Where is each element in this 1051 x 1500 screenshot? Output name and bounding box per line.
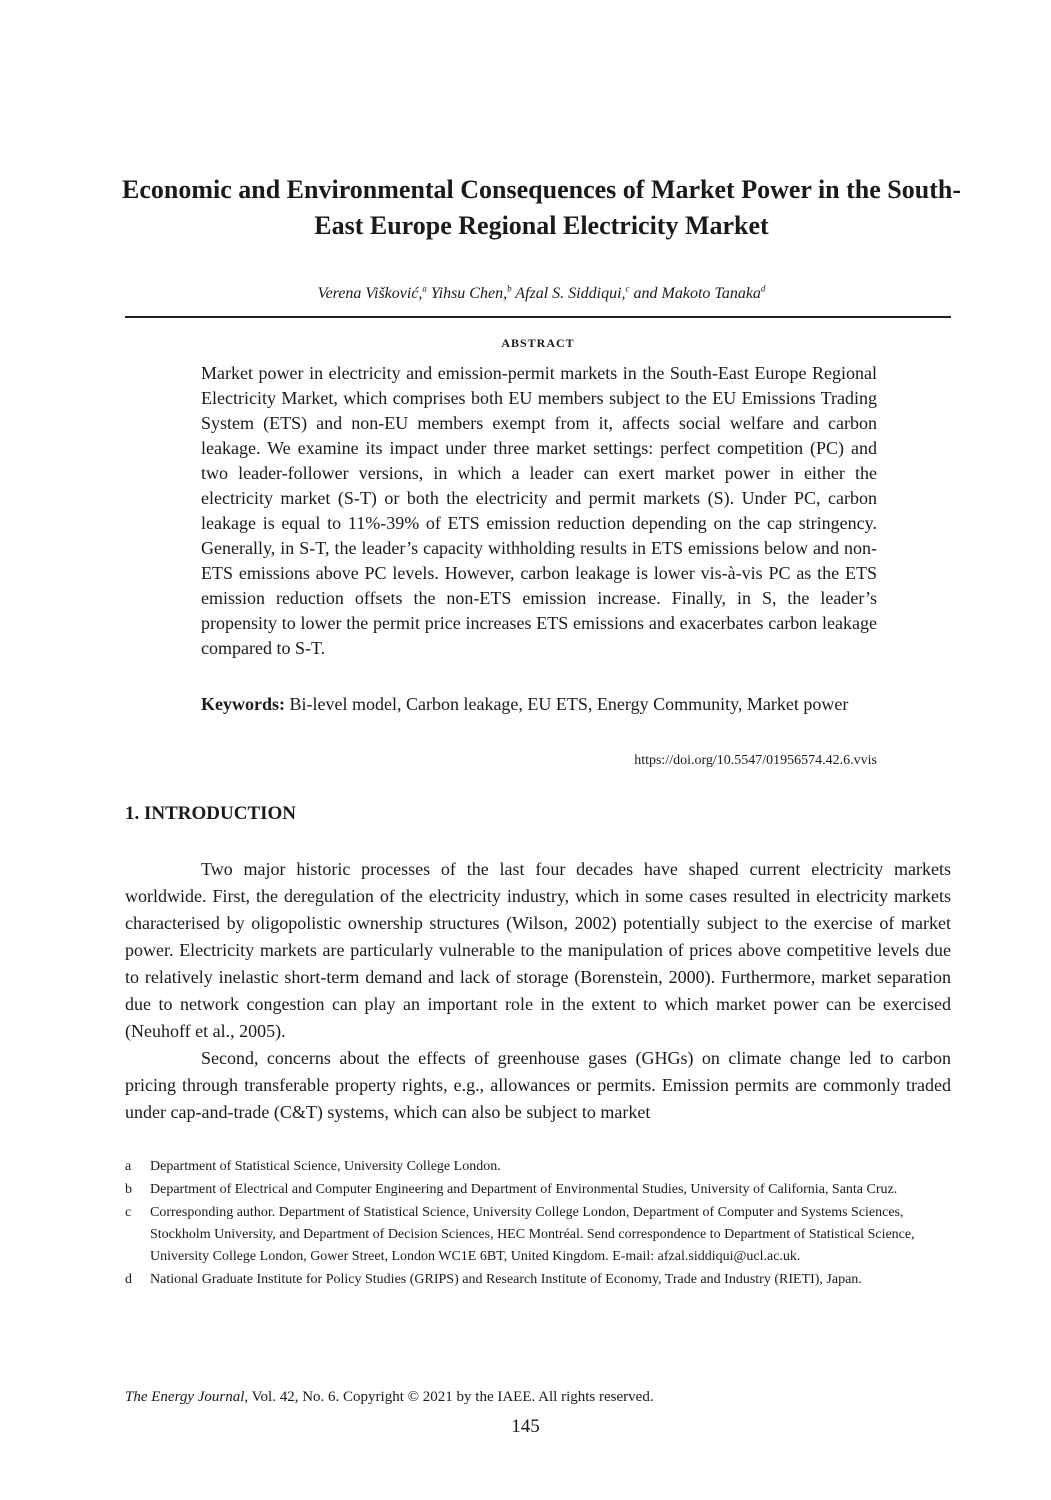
footnote-text: Department of Statistical Science, University College London. — [150, 1159, 501, 1174]
footnote — [125, 1179, 951, 1201]
journal-name: The Energy Journal — [125, 1389, 245, 1405]
affiliation-mark: d — [760, 283, 766, 294]
abstract-heading: ABSTRACT — [501, 336, 575, 350]
footnotes — [125, 1156, 951, 1292]
author-name: Yihsu Chen, — [426, 285, 508, 302]
author-name: Afzal S. Siddiqui, — [511, 285, 626, 302]
abstract-text: Market power in electricity and emission-permit markets in the South-East Europe Regional Electricity Market, which comprises both EU members subject to the EU Emissions Trading System (ETS) and non-EU members exempt from it, affects social welfare and carbon leakage. We examine its impact under three market settings: perfect competition (PC) and two leader-follower versions, in which a leader can exert market power in either the electricity market (S-T) or both the electricity and permit markets (S). Under PC, carbon leakage is equal to 11%-39% of ETS emission reduction depending on the cap stringency. Generally, in S-T, the leader’s capacity withholding results in ETS emissions below and non-ETS emissions above PC levels. However, carbon leakage is lower vis-à-vis PC as the ETS emission reduction offsets the non-ETS emission increase. Finally, in S, the leader’s propensity to lower the permit price increases ETS emissions and exacerbates carbon leakage compared to S-T. — [201, 363, 877, 658]
author-name: Verena Višković, — [317, 285, 423, 302]
affiliation-mark: a — [422, 283, 427, 294]
footnote — [125, 1202, 951, 1268]
section-heading: 1. INTRODUCTION — [125, 803, 297, 824]
keywords — [201, 692, 877, 717]
footnote-text: Department of Electrical and Computer Engineering and Department of Environmental Studies, University of California, Santa Cruz. — [150, 1182, 898, 1197]
introduction-body — [125, 856, 951, 1126]
footnote-mark: d — [125, 1272, 132, 1287]
keywords-label: Keywords: — [201, 694, 285, 714]
doi-link[interactable]: https://doi.org/10.5547/01956574.42.6.vvis — [634, 753, 877, 768]
footnote — [125, 1156, 951, 1178]
page-number: 145 — [511, 1416, 540, 1437]
footnote-mark: b — [125, 1182, 132, 1197]
paragraph: Second, concerns about the effects of greenhouse gases (GHGs) on climate change led to carbon pricing through transferable property rights, e.g., allowances or permits. Emission permits are commonly traded under cap-and-trade (C&T) systems, which can also be subject to market — [125, 1048, 951, 1122]
footnote-mark: a — [125, 1159, 132, 1174]
journal-citation — [125, 1387, 654, 1407]
author-list — [100, 283, 983, 305]
affiliation-mark: c — [625, 283, 630, 294]
header-divider — [125, 316, 951, 318]
footnote-text: Corresponding author. Department of Statistical Science, University College London, Department of Computer and Systems Sciences, Stockholm University, and Department of Decision Sciences, HEC Montréal. Send correspondence to Department of Statistical Science, University College London, Gower Street, London WC1E 6BT, United Kingdom. E-mail: afzal.siddiqui@ucl.ac.uk. — [150, 1205, 915, 1264]
paper-title: Economic and Environmental Consequences of Market Power in the South-East Europe Regional Electricity Market — [122, 175, 961, 240]
keywords-list: Bi-level model, Carbon leakage, EU ETS, Energy Community, Market power — [285, 694, 849, 714]
affiliation-mark: b — [507, 283, 512, 294]
footnote-text: National Graduate Institute for Policy Studies (GRIPS) and Research Institute of Economy, Trade and Industry (RIETI), Japan. — [150, 1272, 862, 1287]
author-name: and Makoto Tanaka — [629, 285, 761, 302]
footnote — [125, 1269, 951, 1291]
citation-text: , Vol. 42, No. 6. Copyright © 2021 by the IAEE. All rights reserved. — [244, 1389, 654, 1405]
footnote-mark: c — [125, 1205, 132, 1220]
paragraph: Two major historic processes of the last four decades have shaped current electricity markets worldwide. First, the deregulation of the electricity industry, which in some cases resulted in electricity markets characterised by oligopolistic ownership structures (Wilson, 2002) potentially subject to the exercise of market power. Electricity markets are particularly vulnerable to the manipulation of prices above competitive levels due to relatively inelastic short-term demand and lack of storage (Borenstein, 2000). Furthermore, market separation due to network congestion can play an important role in the extent to which market power can be exercised (Neuhoff et al., 2005). — [125, 859, 951, 1041]
